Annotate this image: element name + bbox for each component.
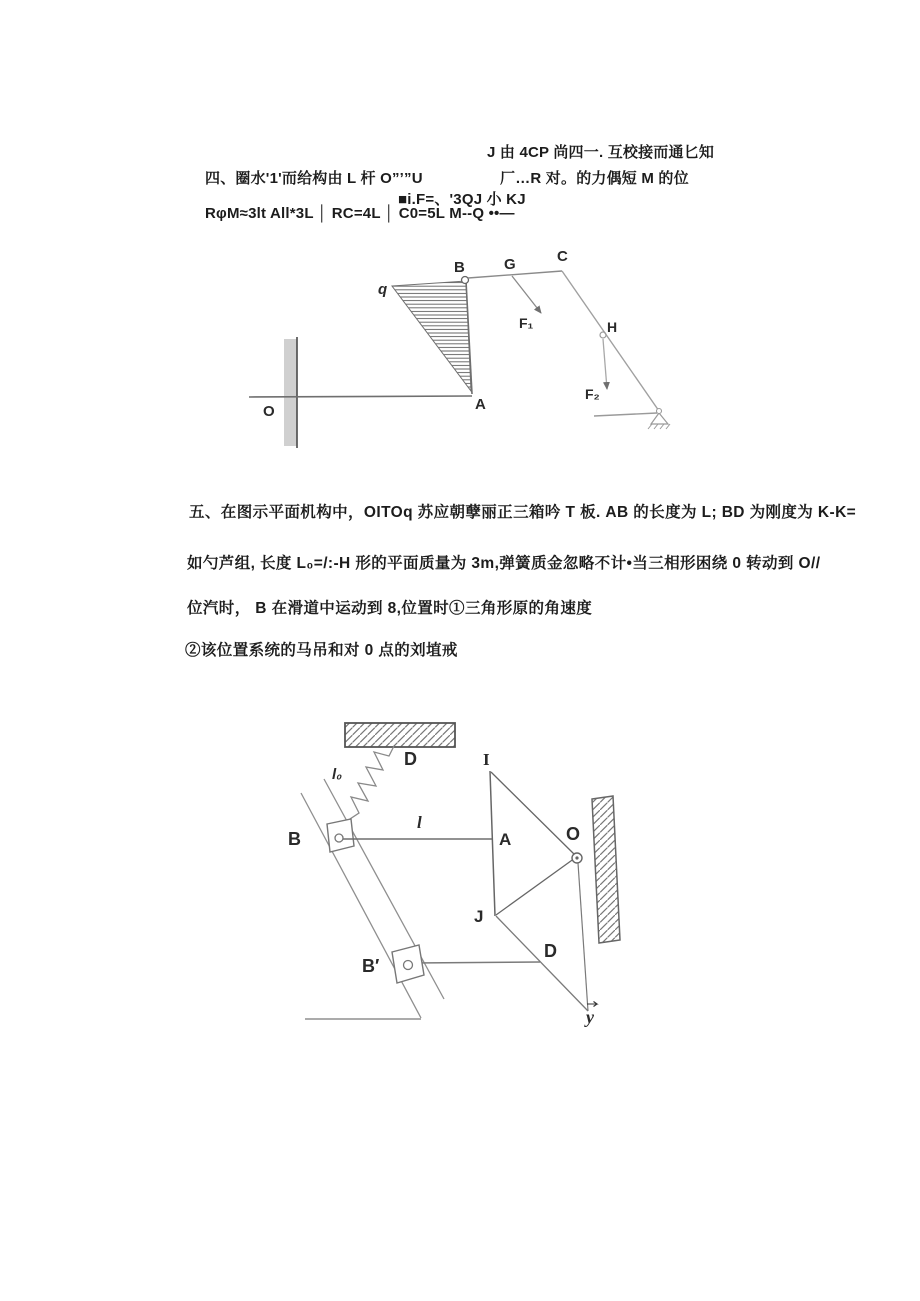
figure2-ceiling-hatch — [345, 723, 455, 747]
figure2-label-A: A — [499, 830, 512, 849]
problem5-line4: ②该位置系统的马吊和对 0 点的刘埴戒 — [185, 642, 458, 659]
figure2-member-JO — [496, 858, 575, 915]
problem4-given-line: RφM≈3lt All*3L │ RC=4L │ C0=5L M--Q ••— — [205, 205, 515, 222]
figure2-label-I: I — [483, 750, 490, 769]
figure2-slider-B-pin — [335, 834, 343, 842]
problem5-line2: 如勺芦组, 长度 L₀=/:-H 形的平面质量为 3m,弹簧质金忽略不计•当三相形困绕 0 转动到 O// — [187, 555, 821, 572]
figure1-joint-H — [600, 332, 606, 338]
problem5-line1: 五、在图示平面机构中，OITOq 苏应朝孽丽正三箱吟 T 板. AB 的长度为 L; BD 为刚度为 K-K= — [189, 504, 857, 521]
problem4-note-line1: J 由 4CP 尚四一. 互校接而通匕知 — [487, 144, 715, 161]
figure2-slider-Bprime-pin — [404, 961, 413, 970]
figure2-member-O-y — [578, 863, 588, 1011]
figure2-spring — [345, 746, 394, 829]
figure2-vector-y-arrow — [587, 1002, 597, 1007]
figure1-member-bottom — [594, 413, 657, 416]
figure2-label-O: O — [566, 824, 581, 844]
figure2-label-l: l — [417, 813, 422, 832]
figure1-label-F2: F₂ — [585, 386, 600, 402]
figure2-wall-hatch — [592, 796, 620, 943]
figure1-pin-support — [648, 409, 670, 430]
figure1-force-F2-arrow — [603, 339, 607, 389]
problem5-line3: 位汽时， B 在滑道中运动到 8,位置时①三角形原的角速度 — [187, 600, 593, 617]
figure2-guide-rail-left — [301, 793, 421, 1018]
problem4-note-line2: 厂…R 对。的力偶短 M 的位 — [500, 170, 689, 187]
figure1-label-G: G — [504, 256, 516, 273]
figure1-load-triangle — [392, 281, 471, 391]
figure2-label-l0: l₀ — [332, 766, 343, 783]
figure1-label-C: C — [557, 248, 568, 265]
figure2-label-J: J — [474, 907, 484, 926]
figure1-pin-support-hatch — [648, 424, 670, 429]
figure2-member-J-D-y — [496, 916, 588, 1011]
problem4-heading: 四、圈水'1'而给构由 L 杆 O”’”U — [205, 170, 423, 187]
figure1-force-F1-arrow — [512, 276, 541, 313]
figure1-wall-hatch — [284, 339, 297, 446]
figure2-mechanism — [288, 723, 620, 1027]
figure1-label-q: q — [378, 281, 388, 298]
figure1-member-OA — [249, 396, 472, 397]
figure1-label-O: O — [263, 403, 275, 420]
figure1-pin-B — [462, 277, 469, 284]
figure1-mechanism — [249, 248, 670, 448]
figure2-label-Bprime: B′ — [362, 956, 380, 976]
figure2-label-B: B — [288, 829, 301, 849]
figure2-label-y: y — [586, 1007, 594, 1027]
figure2-label-D: D — [544, 941, 557, 961]
figure1-label-F1: F₁ — [519, 315, 534, 331]
figure1-label-B: B — [454, 259, 465, 276]
figure2-member-IAJ — [490, 771, 495, 916]
figure1-pin-support-hinge — [657, 409, 662, 414]
figure1-label-H: H — [607, 319, 618, 335]
figure1-member-C-support — [562, 271, 659, 411]
figure2-label-D-top: D — [404, 749, 417, 769]
problem4-formula-line: ■i.F=、'3QJ 小 KJ — [398, 191, 526, 208]
figure2-guide-rail-right — [324, 779, 444, 999]
figure2-rod-BprimeD — [412, 962, 540, 963]
figure1-pin-support-triangle — [651, 413, 668, 424]
figure1-label-A: A — [475, 396, 486, 413]
figure2-pivot-O-dot — [575, 856, 578, 859]
